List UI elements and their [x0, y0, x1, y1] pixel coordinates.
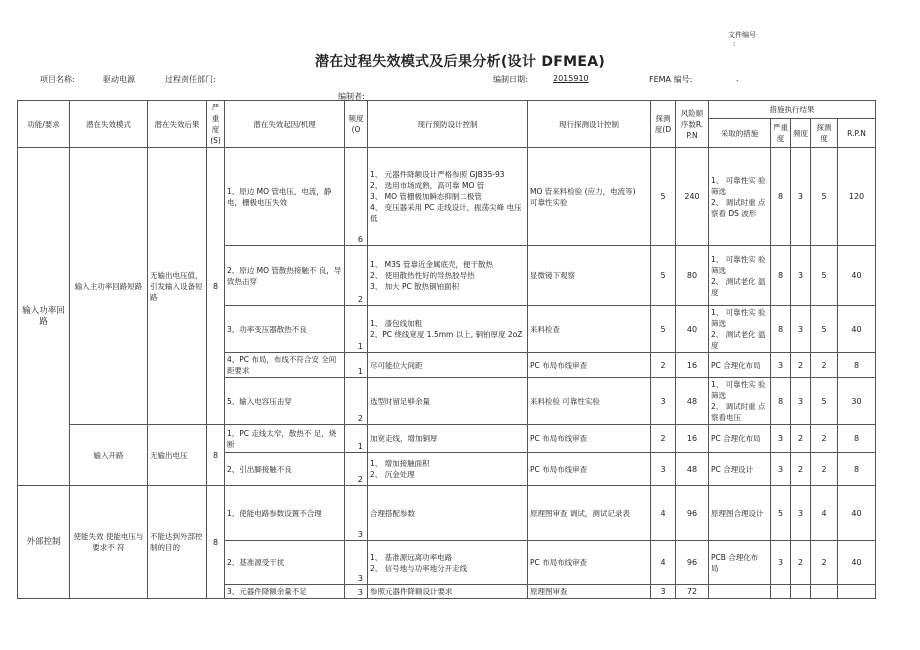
prevention-cell: 参照元器件降额设计要求: [368, 585, 528, 599]
cause-cell: 5、输入电容压击穿: [225, 378, 345, 425]
detection-cell: 原理图审查 调试，测试记录表: [528, 486, 651, 541]
detection-cell: PC 布局布线审查: [528, 353, 651, 378]
prevention-cell: 加宽走线，增加铜厚: [368, 425, 528, 453]
rpn-cell: 16: [676, 425, 709, 453]
result-detection-cell: 4: [811, 486, 838, 541]
col-result-detection: 探测度: [811, 119, 838, 148]
result-severity-cell: [771, 585, 791, 599]
result-severity-cell: 8: [771, 378, 791, 425]
col-result-occurrence: 频度: [791, 119, 811, 148]
occurrence-cell: [345, 246, 368, 306]
failure-effect-cell: 无输出电压值，引发输入设备短路: [148, 148, 207, 425]
detection-cell: PC 布局布线审查: [528, 425, 651, 453]
severity-cell: 8: [207, 425, 225, 486]
action-cell: PC 合理化布局: [709, 425, 771, 453]
col-mode: 潜在失效模式: [70, 101, 148, 148]
result-occurrence-cell: 2: [791, 541, 811, 585]
col-result-severity: 严重度: [771, 119, 791, 148]
file-number-colon: :: [733, 40, 736, 48]
occurrence-cell: [345, 541, 368, 585]
result-occurrence-cell: 3: [791, 148, 811, 246]
occurrence-value: 1: [357, 367, 363, 376]
detection-cell: 来料检查: [528, 306, 651, 353]
result-occurrence-cell: 3: [791, 246, 811, 306]
file-number-label: 文件编号: [728, 31, 756, 39]
action-cell: 1、 可靠性实 验筛选 2、 测试老化 温度: [709, 306, 771, 353]
col-rpn: 风险顺序数R.P.N: [676, 101, 709, 148]
action-cell: PC 合理化布局: [709, 353, 771, 378]
detection-rating-cell: 5: [651, 148, 676, 246]
result-severity-cell: 3: [771, 353, 791, 378]
prevention-cell: 1、 元器件降额设计严格参照 GJB35-93 2、 选用市场成熟，高可靠 MO 管 3、 MO 管栅极加瞬态抑制二极管 4、 变压器采用 PC 走线设计，振荡尖峰 电压低: [368, 148, 528, 246]
failure-mode-cell: 输入开路: [70, 425, 148, 486]
action-cell: 1、 可靠性实 验筛选 2、 测试老化 温度: [709, 246, 771, 306]
result-detection-cell: 2: [811, 541, 838, 585]
failure-mode-cell: 输入主功率回路短路: [70, 148, 148, 425]
prevention-cell: 尽可能拉大间距: [368, 353, 528, 378]
function-cell: 输入功率回路: [18, 148, 70, 486]
cause-cell: 3、元器件降额余量不足: [225, 585, 345, 599]
result-detection-cell: [811, 585, 838, 599]
cause-cell: 2、基准源受干扰: [225, 541, 345, 585]
detection-cell: 来料检验 可靠性实验: [528, 378, 651, 425]
detection-cell: PC 布局布线审查: [528, 453, 651, 486]
occurrence-cell: [345, 453, 368, 486]
failure-effect-cell: 无输出电压: [148, 425, 207, 486]
rpn-cell: 96: [676, 541, 709, 585]
result-occurrence-cell: 3: [791, 306, 811, 353]
cause-cell: 2、引出脚接触不良: [225, 453, 345, 486]
cause-cell: 4、PC 布局，布线不符合安 全间距要求: [225, 353, 345, 378]
rpn-cell: 72: [676, 585, 709, 599]
occurrence-cell: [345, 378, 368, 425]
detection-cell: 显微镜下观察: [528, 246, 651, 306]
result-detection-cell: 5: [811, 378, 838, 425]
detection-rating-cell: 3: [651, 378, 676, 425]
header-row: [18, 101, 876, 119]
prevention-cell: 选型时留足够余量: [368, 378, 528, 425]
date-label: 编制日期:: [493, 75, 528, 84]
prevention-cell: 1、 漆包线加粗 2、PC 绕线宽度 1.5mm 以上, 铜铂厚度 2oZ: [368, 306, 528, 353]
detection-rating-cell: 3: [651, 453, 676, 486]
cause-cell: 1、使能电路参数设置不合理: [225, 486, 345, 541]
result-severity-cell: 8: [771, 306, 791, 353]
editor-label: 编制者:: [338, 92, 365, 101]
page-title: 潜在过程失效模式及后果分析(设计 DFMEA): [314, 54, 606, 70]
action-cell: [709, 585, 771, 599]
col-cause: 潜在失效起因/机理: [225, 101, 345, 148]
result-detection-cell: 5: [811, 246, 838, 306]
result-rpn-cell: 120: [838, 148, 876, 246]
action-cell: 1、 可靠性实 验筛选 2、 调试时重 点察看电压: [709, 378, 771, 425]
occurrence-cell: [345, 353, 368, 378]
occurrence-value: 2: [357, 475, 363, 484]
function-cell: 外部控制: [18, 486, 70, 599]
cause-cell: 1、PC 走线太窄，散热不 足，烧断: [225, 425, 345, 453]
result-occurrence-cell: 2: [791, 353, 811, 378]
result-detection-cell: 2: [811, 425, 838, 453]
result-detection-cell: 2: [811, 453, 838, 486]
result-severity-cell: 8: [771, 246, 791, 306]
fmea-table: [17, 100, 876, 599]
action-cell: PC 合理设计: [709, 453, 771, 486]
occurrence-value: 6: [357, 235, 363, 244]
occurrence-value: 3: [357, 530, 363, 539]
result-rpn-cell: 30: [838, 378, 876, 425]
failure-mode-cell: 使能失效 使能电压与要求不 符: [70, 486, 148, 599]
col-results: 措施执行结果: [709, 101, 876, 119]
occurrence-cell: [345, 148, 368, 246]
action-cell: 1、 可靠性实 验筛选 2、 调试时重 点察看 DS 波形: [709, 148, 771, 246]
table-row: [18, 148, 876, 246]
detection-rating-cell: 5: [651, 246, 676, 306]
col-occurrence: 频度(O: [345, 101, 368, 148]
detection-cell: MO 管来料检验 (应力，电流等) 可靠性实验: [528, 148, 651, 246]
project-value: 驱动电源: [103, 75, 135, 84]
result-occurrence-cell: 2: [791, 425, 811, 453]
detection-rating-cell: 2: [651, 425, 676, 453]
prevention-cell: 1、 M3S 管靠近金属底壳，便于散热 2、 使用散热性好的导热胶导热 3、 加大 PC 散热铜铂面积: [368, 246, 528, 306]
cause-cell: 1、原边 MO 管电压，电流，静电，栅极电压失效: [225, 148, 345, 246]
col-detection: 现行探测设计控制: [528, 101, 651, 148]
rpn-cell: 16: [676, 353, 709, 378]
result-detection-cell: 2: [811, 353, 838, 378]
detection-rating-cell: 5: [651, 306, 676, 353]
rpn-cell: 48: [676, 453, 709, 486]
prevention-cell: 合理搭配参数: [368, 486, 528, 541]
cause-cell: 2、原边 MO 管散热接触不 良，导致热击穿: [225, 246, 345, 306]
occurrence-value: 3: [357, 588, 363, 597]
occurrence-value: 1: [357, 342, 363, 351]
result-occurrence-cell: [791, 585, 811, 599]
severity-cell: 8: [207, 486, 225, 599]
action-cell: 原理图合理设计: [709, 486, 771, 541]
rpn-cell: 80: [676, 246, 709, 306]
result-severity-cell: 3: [771, 425, 791, 453]
detection-rating-cell: 3: [651, 585, 676, 599]
occurrence-value: 2: [357, 414, 363, 423]
result-rpn-cell: 8: [838, 353, 876, 378]
result-rpn-cell: 8: [838, 453, 876, 486]
failure-effect-cell: 不能达到外部控制的目的: [148, 486, 207, 599]
result-detection-cell: 5: [811, 306, 838, 353]
result-detection-cell: 5: [811, 148, 838, 246]
rpn-cell: 40: [676, 306, 709, 353]
occurrence-cell: [345, 306, 368, 353]
detection-rating-cell: 4: [651, 486, 676, 541]
occurrence-cell: [345, 585, 368, 599]
result-severity-cell: 5: [771, 486, 791, 541]
cause-cell: 3、功率变压器散热不良: [225, 306, 345, 353]
result-occurrence-cell: 3: [791, 486, 811, 541]
project-label: 项目名称:: [40, 75, 75, 84]
col-result-rpn: R.P.N: [838, 119, 876, 148]
prevention-cell: 1、 基准源远离功率电路 2、 信号地与功率地分开走线: [368, 541, 528, 585]
result-rpn-cell: 40: [838, 246, 876, 306]
occurrence-value: 1: [357, 442, 363, 451]
col-detection-rating: 探测度(D: [651, 101, 676, 148]
result-rpn-cell: 40: [838, 486, 876, 541]
result-occurrence-cell: 3: [791, 378, 811, 425]
fema-value: .: [736, 74, 739, 83]
severity-cell: 8: [207, 148, 225, 425]
detection-rating-cell: 4: [651, 541, 676, 585]
detection-cell: PC 布局布线审查: [528, 541, 651, 585]
col-action: 采取的措施: [709, 119, 771, 148]
rpn-cell: 48: [676, 378, 709, 425]
col-severity: 严重度(S): [207, 101, 225, 148]
result-rpn-cell: 8: [838, 425, 876, 453]
result-severity-cell: 8: [771, 148, 791, 246]
table-row: [18, 425, 876, 453]
fema-label: FEMA 编号:: [649, 75, 693, 84]
col-prevention: 现行预防设计控制: [368, 101, 528, 148]
action-cell: PCB 合理化布 局: [709, 541, 771, 585]
col-effect: 潜在失效后果: [148, 101, 207, 148]
occurrence-cell: [345, 486, 368, 541]
rpn-cell: 96: [676, 486, 709, 541]
detection-rating-cell: 2: [651, 353, 676, 378]
detection-cell: 原理图审查: [528, 585, 651, 599]
date-value: 2015910: [553, 74, 589, 83]
rpn-cell: 240: [676, 148, 709, 246]
col-function: 功能/要求: [18, 101, 70, 148]
result-rpn-cell: [838, 585, 876, 599]
result-occurrence-cell: 2: [791, 453, 811, 486]
occurrence-value: 3: [357, 574, 363, 583]
dept-label: 过程责任部门:: [165, 75, 216, 84]
occurrence-cell: [345, 425, 368, 453]
table-row: [18, 486, 876, 541]
result-severity-cell: 3: [771, 453, 791, 486]
prevention-cell: 1、 增加接触面积 2、 沉金处理: [368, 453, 528, 486]
result-rpn-cell: 40: [838, 541, 876, 585]
occurrence-value: 2: [357, 295, 363, 304]
result-severity-cell: 3: [771, 541, 791, 585]
result-rpn-cell: 40: [838, 306, 876, 353]
